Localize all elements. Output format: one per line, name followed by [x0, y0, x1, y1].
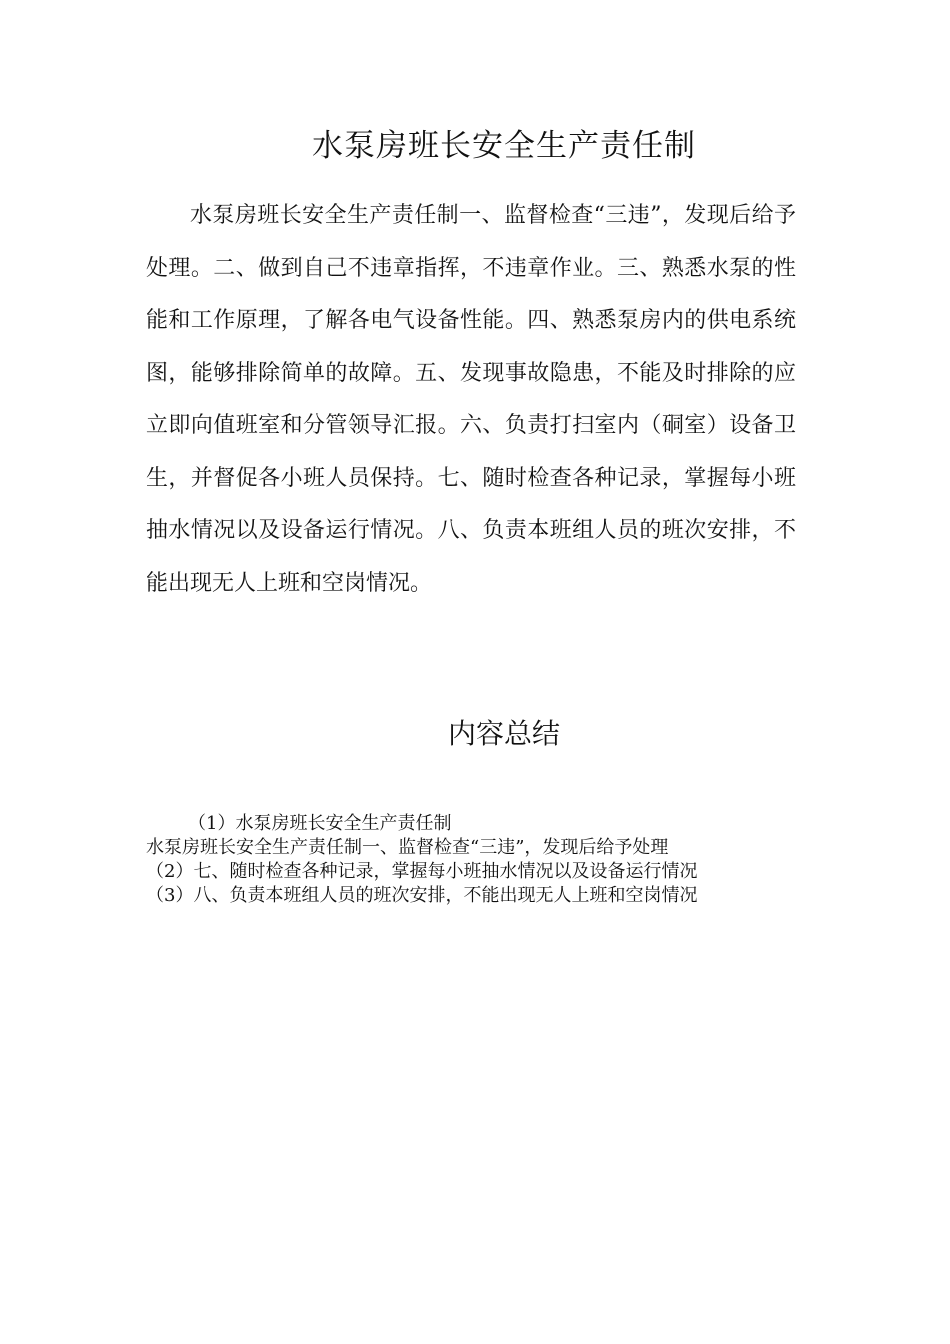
document-title: 水泵房班长安全生产责任制 [312, 128, 696, 164]
summary-line: （1）水泵房班长安全生产责任制 [188, 813, 452, 834]
summary-list [146, 812, 846, 908]
summary-line: 水泵房班长安全生产责任制一、监督检查“三违”，发现后给予处理 [146, 837, 669, 858]
document-body: 水泵房班长安全生产责任制一、监督检查“三违”，发现后给予处理。二、做到自己不违章指挥，不违章作业。三、熟悉水泵的性能和工作原理，了解各电气设备性能。四、熟悉泵房内的供电系统图，能够排除简单的故障。五、发现事故隐患，不能及时排除的应立即向值班室和分管领导汇报。六、负责打扫室内（硐室）设备卫生，并督促各小班人员保持。七、随时检查各种记录，掌握每小班抽水情况以及设备运行情况。八、负责本班组人员的班次安排，不能出现无人上班和空岗情况。 [146, 203, 796, 596]
summary-line: （2）七、随时检查各种记录，掌握每小班抽水情况以及设备运行情况 [146, 861, 698, 882]
summary-title: 内容总结 [447, 717, 560, 750]
summary-line: （3）八、负责本班组人员的班次安排，不能出现无人上班和空岗情况 [146, 885, 698, 906]
